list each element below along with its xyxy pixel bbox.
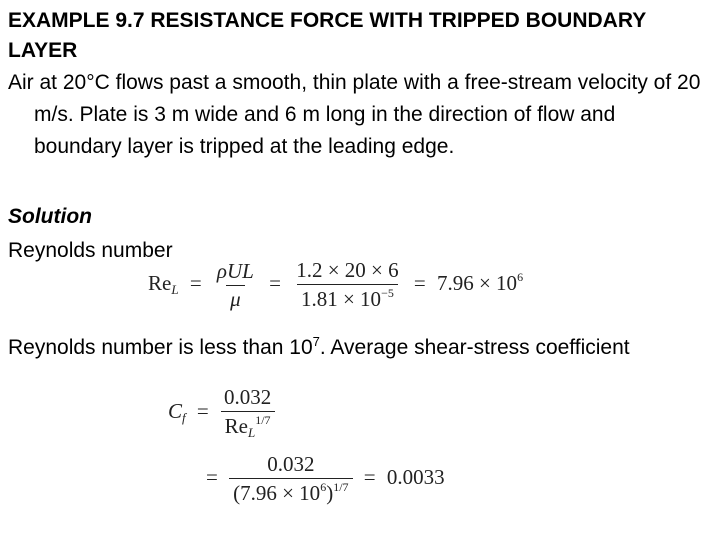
denominator-base: (7.96 × 10	[233, 481, 321, 505]
cf-subscript: f	[182, 409, 186, 425]
equals-sign: =	[363, 464, 376, 489]
fraction-denominator	[229, 478, 352, 506]
fraction-denominator	[297, 284, 398, 312]
fraction-denominator	[221, 411, 275, 441]
re-subscript: L	[171, 281, 179, 297]
statement-text-end: . Average shear-stress coefficient	[319, 336, 630, 359]
denominator-exponent: 1/7	[255, 413, 271, 427]
cf-fraction	[220, 385, 275, 441]
statement-text: Reynolds number is less than 10	[8, 336, 313, 359]
shear-coefficient-equation	[168, 385, 275, 441]
reynolds-statement	[8, 327, 630, 363]
denominator-subscript: L	[247, 425, 256, 440]
denominator-exponent: −5	[381, 286, 394, 300]
equals-sign: =	[413, 270, 426, 295]
inner-exponent: 6	[320, 480, 327, 494]
cf-result: 0.0033	[386, 464, 445, 489]
equals-sign: =	[196, 398, 209, 423]
reynolds-definition-fraction	[213, 259, 258, 312]
reynolds-values-fraction	[292, 258, 402, 312]
fraction-denominator: μ	[226, 285, 245, 312]
fraction-numerator: 1.2 × 20 × 6	[296, 258, 399, 282]
problem-statement	[8, 67, 708, 163]
closing-paren: )	[326, 481, 334, 505]
fraction-numerator: 0.032	[267, 452, 315, 476]
reynolds-result: 7.96 × 10	[436, 270, 518, 295]
outer-exponent: 1/7	[333, 480, 349, 494]
cf-symbol: C	[168, 398, 183, 423]
reynolds-label: Reynolds number	[8, 239, 173, 262]
equals-sign: =	[189, 270, 202, 295]
re-symbol: Re	[148, 270, 172, 295]
example-title: EXAMPLE 9.7 RESISTANCE FORCE WITH TRIPPED BOUNDARY LAYER	[8, 9, 646, 62]
denominator-base: 1.81 × 10	[300, 287, 382, 311]
shear-coefficient-result	[200, 452, 445, 506]
statement-exponent: 7	[312, 334, 320, 349]
fraction-numerator: 0.032	[223, 385, 272, 409]
cf-value-fraction	[229, 452, 352, 506]
problem-text: Air at 20°C flows past a smooth, thin plate with a free-stream velocity of 20 m/s. Plate is 3 m wide and 6 m long in the direction of flow and boundary layer is tripped at the leading edge.	[8, 71, 701, 158]
fraction-numerator: ρUL	[216, 258, 254, 283]
denominator-base: Re	[224, 414, 248, 438]
equals-sign: =	[206, 464, 218, 489]
reynolds-equation	[148, 258, 523, 312]
result-exponent: 6	[517, 269, 524, 284]
solution-heading: Solution	[8, 205, 92, 228]
equals-sign: =	[269, 270, 281, 295]
